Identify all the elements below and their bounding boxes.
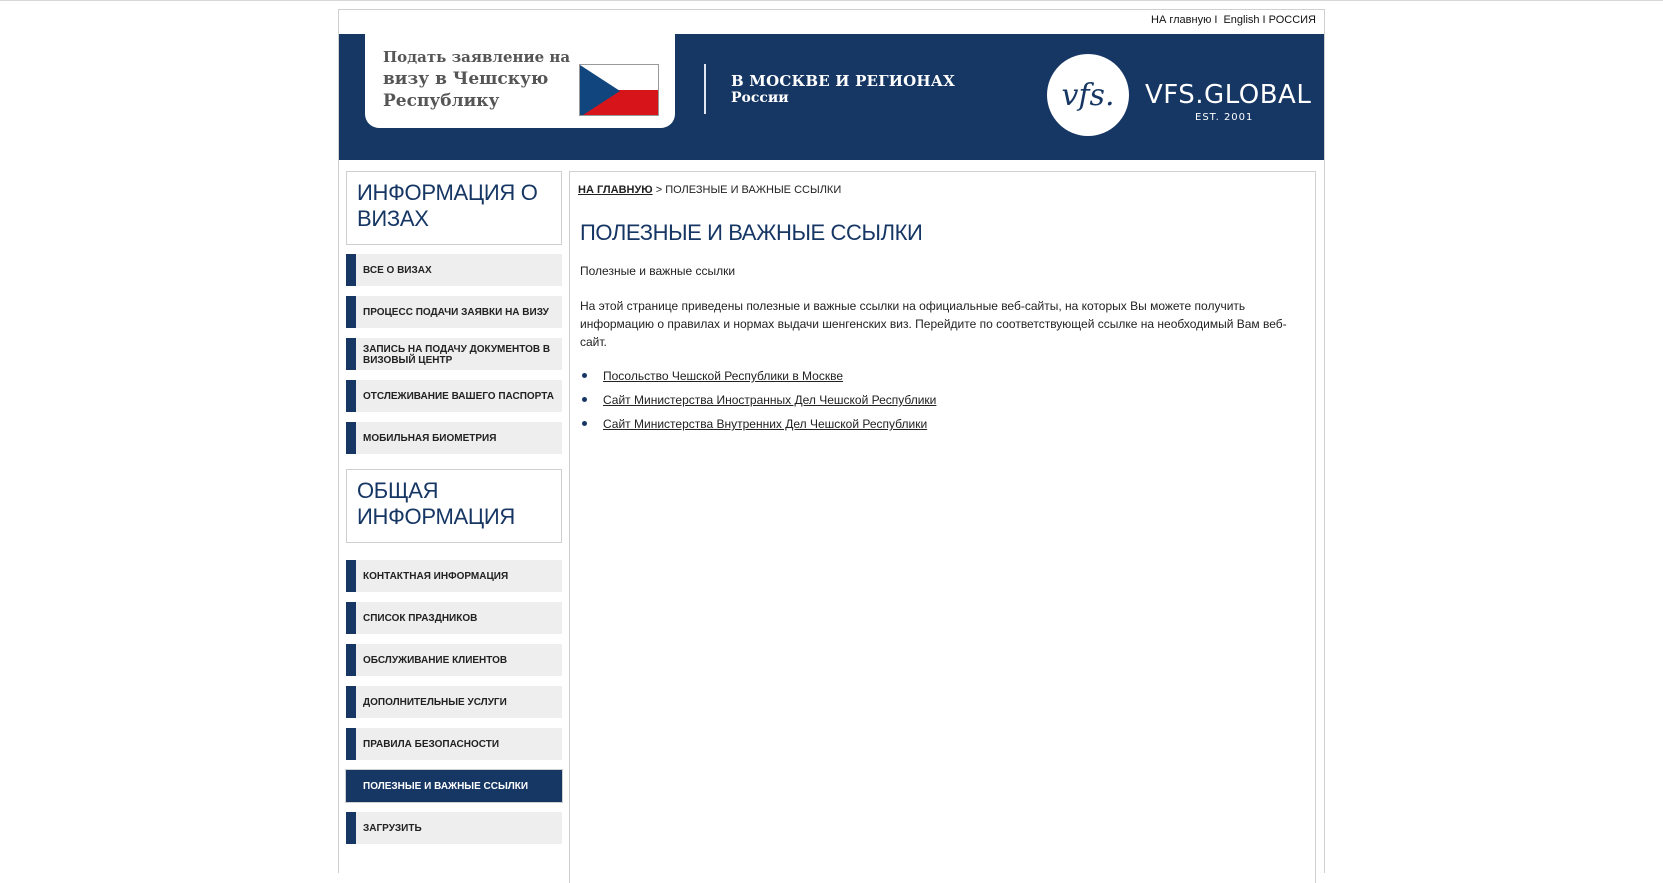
- sidebar-item-customer-service[interactable]: ОБСЛУЖИВАНИЕ КЛИЕНТОВ: [346, 644, 562, 676]
- breadcrumb: НА ГЛАВНУЮ > ПОЛЕЗНЫЕ И ВАЖНЫЕ ССЫЛКИ: [578, 184, 842, 196]
- apply-visa-heading: Подать заявление на визу в Чешскую Республику: [383, 48, 571, 111]
- country-link[interactable]: РОССИЯ: [1268, 14, 1316, 26]
- sidebar-item-contact-info[interactable]: КОНТАКТНАЯ ИНФОРМАЦИЯ: [346, 560, 562, 592]
- top-links: НА главную I English I РОССИЯ: [1151, 14, 1316, 26]
- top-border-line: [0, 0, 1663, 1]
- vfs-global-wordmark: VFS.GLOBAL: [1145, 80, 1312, 110]
- sidebar-item-downloads[interactable]: ЗАГРУЗИТЬ: [346, 812, 562, 844]
- sidebar-item-track-passport[interactable]: ОТСЛЕЖИВАНИЕ ВАШЕГО ПАСПОРТА: [346, 380, 562, 412]
- bullet-icon: [582, 421, 587, 426]
- visa-info-heading: ИНФОРМАЦИЯ О ВИЗАХ: [346, 171, 562, 245]
- interior-ministry-link[interactable]: Сайт Министерства Внутренних Дел Чешской Республики: [603, 417, 928, 431]
- vfs-logo-icon[interactable]: vfs.: [1047, 54, 1129, 136]
- intro-paragraph: На этой странице приведены полезные и важные ссылки на официальные веб-сайты, на которых Вы можете получить информацию о правилах и нормах выдачи шенгенских виз. Перейдите по соответствующей ссылке на необходимый Вам веб-сайт.: [580, 299, 1287, 349]
- sidebar-item-security-rules[interactable]: ПРАВИЛА БЕЗОПАСНОСТИ: [346, 728, 562, 760]
- mfa-link[interactable]: Сайт Министерства Иностранных Дел Чешской Республики: [603, 393, 937, 407]
- home-link[interactable]: НА главную: [1151, 14, 1212, 26]
- sidebar: [346, 171, 562, 844]
- apply-visa-box[interactable]: [365, 34, 675, 128]
- embassy-link[interactable]: Посольство Чешской Республики в Москве: [603, 369, 844, 383]
- page-container: [338, 9, 1325, 873]
- breadcrumb-home-link[interactable]: НА ГЛАВНУЮ: [578, 184, 653, 196]
- czech-flag-icon: [579, 64, 659, 116]
- sidebar-item-application-process[interactable]: ПРОЦЕСС ПОДАЧИ ЗАЯВКИ НА ВИЗУ: [346, 296, 562, 328]
- vfs-est-label: EST. 2001: [1195, 112, 1254, 123]
- breadcrumb-current: ПОЛЕЗНЫЕ И ВАЖНЫЕ ССЫЛКИ: [665, 184, 842, 196]
- page-title: ПОЛЕЗНЫЕ И ВАЖНЫЕ ССЫЛКИ: [580, 220, 923, 245]
- sidebar-item-appointment[interactable]: ЗАПИСЬ НА ПОДАЧУ ДОКУМЕНТОВ В ВИЗОВЫЙ ЦЕНТР: [346, 338, 562, 370]
- sidebar-item-holidays[interactable]: СПИСОК ПРАЗДНИКОВ: [346, 602, 562, 634]
- main-content: [569, 171, 1316, 883]
- page-subtitle: Полезные и важные ссылки: [580, 264, 736, 278]
- sidebar-item-additional-services[interactable]: ДОПОЛНИТЕЛЬНЫЕ УСЛУГИ: [346, 686, 562, 718]
- sidebar-item-all-about-visas[interactable]: ВСЕ О ВИЗАХ: [346, 254, 562, 286]
- header-banner: [339, 34, 1324, 160]
- list-item: [580, 412, 936, 436]
- bullet-icon: [582, 373, 587, 378]
- general-info-heading: ОБЩАЯ ИНФОРМАЦИЯ: [346, 469, 562, 543]
- useful-links-list: [580, 364, 936, 436]
- bullet-icon: [582, 397, 587, 402]
- english-link[interactable]: English: [1223, 14, 1260, 26]
- sidebar-item-mobile-biometrics[interactable]: МОБИЛЬНАЯ БИОМЕТРИЯ: [346, 422, 562, 454]
- banner-divider: [704, 64, 706, 114]
- region-heading: В МОСКВЕ И РЕГИОНАХ России: [731, 72, 956, 106]
- sidebar-item-useful-links[interactable]: ПОЛЕЗНЫЕ И ВАЖНЫЕ ССЫЛКИ: [346, 770, 562, 802]
- list-item: [580, 364, 936, 388]
- list-item: [580, 388, 936, 412]
